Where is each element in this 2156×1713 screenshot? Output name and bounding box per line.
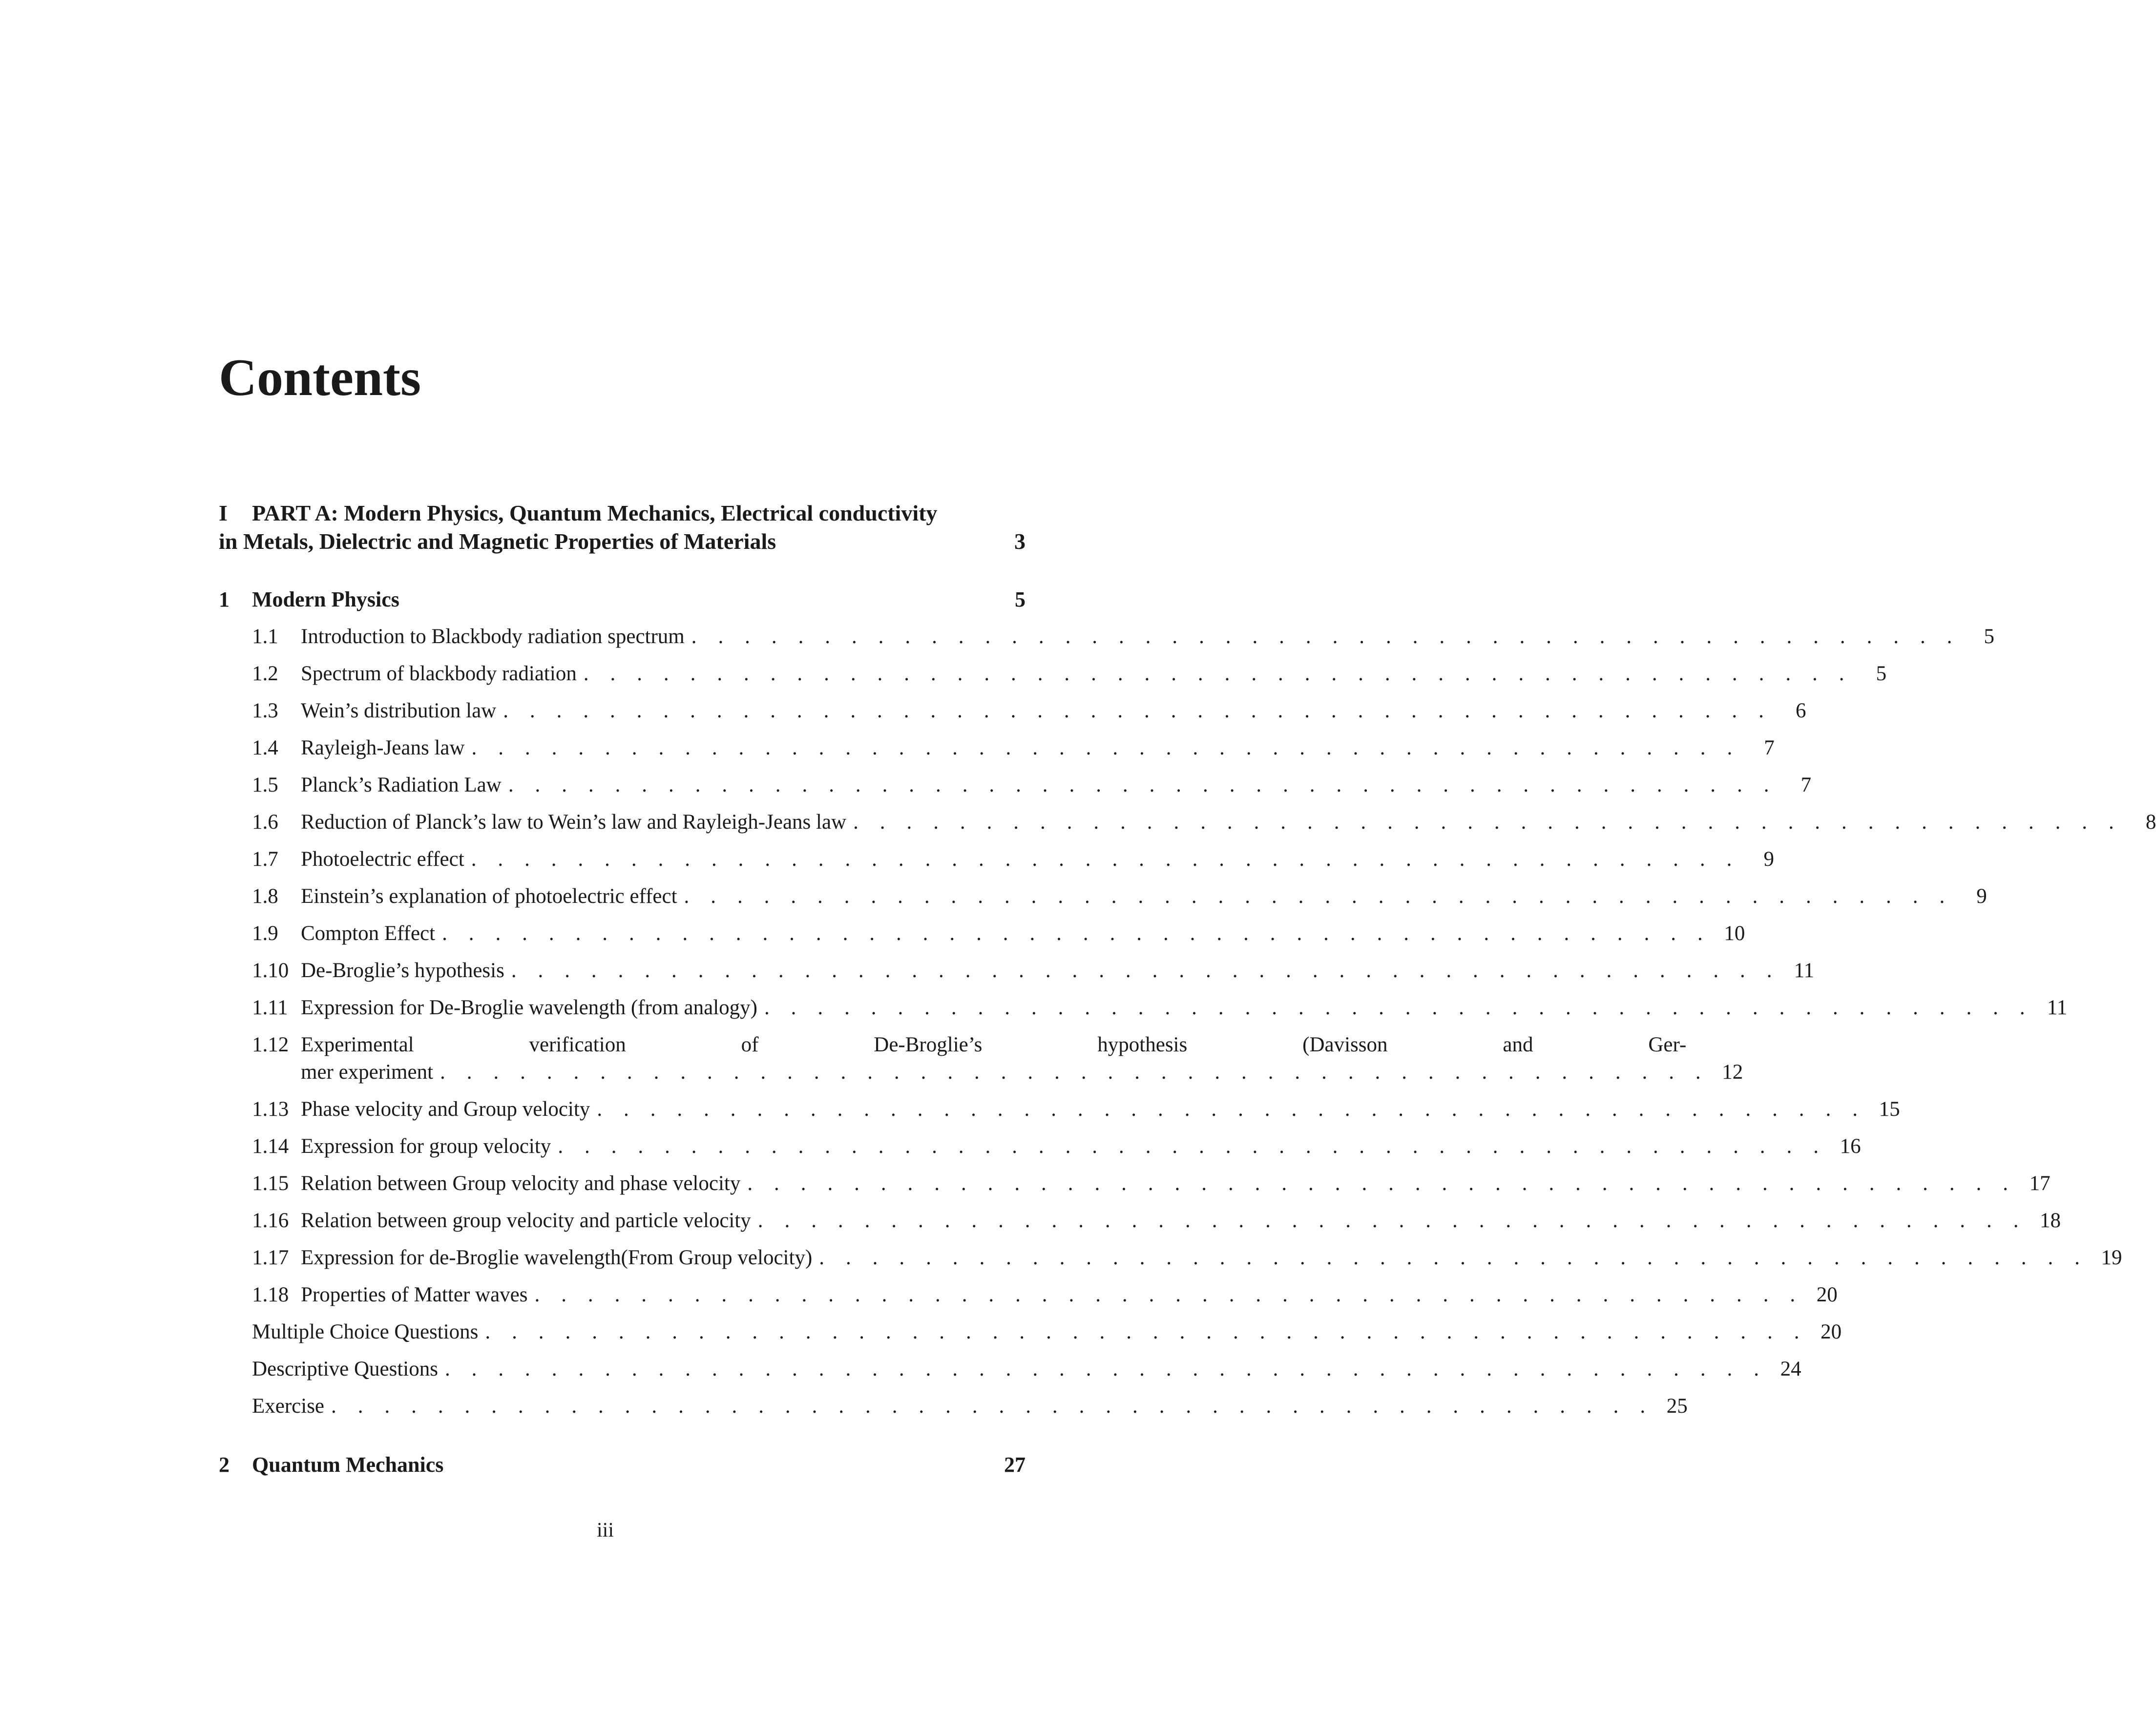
section-title: Photoelectric effect <box>301 848 464 871</box>
dot-leader: . . . . . . . . . . . . . . . . . . . . . . . . . . . . . . . . . . . . . . . . . . . . . . . . <box>503 699 1772 722</box>
chapter-entry-2 <box>219 1451 1026 1479</box>
section-page: 7 <box>1764 736 1775 759</box>
dot-leader: . . . . . . . . . . . . . . . . . . . . . . . . . . . . . . . . . . . . . . . . . . . . . . . . <box>819 1246 2088 1269</box>
toc-entry <box>252 1096 1900 1123</box>
toc-entry <box>252 1170 2051 1197</box>
section-title: Relation between Group velocity and phase velocity <box>301 1172 741 1195</box>
section-title: Reduction of Planck’s law to Wein’s law and Rayleigh-Jeans law <box>301 811 847 834</box>
section-title: Relation between group velocity and particle velocity <box>301 1209 751 1232</box>
dot-leader: . . . . . . . . . . . . . . . . . . . . . . . . . . . . . . . . . . . . . . . . . . . . . . . . . . <box>331 1395 1654 1418</box>
section-page: 9 <box>1976 885 1987 908</box>
section-number: 1.8 <box>252 885 278 908</box>
section-number: 1.10 <box>252 959 289 982</box>
section-page: 15 <box>1879 1098 1900 1121</box>
section-page: 16 <box>1840 1135 1861 1158</box>
chapter-entry-1 <box>219 586 1026 613</box>
part-page: 3 <box>1014 529 1026 554</box>
page-title: Contents <box>219 349 421 407</box>
toc-entry <box>252 1356 1801 1383</box>
section-title: Properties of Matter waves <box>301 1283 528 1306</box>
section-title: Expression for De-Broglie wavelength (from analogy) <box>301 996 757 1019</box>
toc-entry <box>252 1207 2061 1234</box>
section-number: 1.4 <box>252 736 278 759</box>
section-number: 1.1 <box>252 625 278 648</box>
dot-leader: . . . . . . . . . . . . . . . . . . . . . . . . . . . . . . . . . . . . . . . . . . . . . . . . <box>508 773 1778 796</box>
toc-entry <box>252 957 1815 984</box>
dot-leader: . . . . . . . . . . . . . . . . . . . . . . . . . . . . . . . . . . . . . . . . . . . . . . . . <box>442 922 1711 945</box>
section-number: 1.6 <box>252 811 278 834</box>
section-page: 20 <box>1816 1283 1838 1306</box>
dot-leader: . . . . . . . . . . . . . . . . . . . . . . . . . . . . . . . . . . . . . . . . . . . . . . . . <box>691 625 1961 648</box>
part-entry <box>219 499 1026 556</box>
section-title: Spectrum of blackbody radiation <box>301 662 577 685</box>
toc-entry <box>252 994 2068 1022</box>
extra-title: Multiple Choice Questions <box>252 1320 479 1343</box>
part-number: I <box>219 501 228 525</box>
toc-entry <box>252 623 1995 650</box>
section-title: Planck’s Radiation Law <box>301 773 502 796</box>
section-number: 1.7 <box>252 848 278 871</box>
toc-entry <box>252 846 1774 873</box>
section-title: Expression for group velocity <box>301 1135 551 1158</box>
section-page: 6 <box>1795 699 1806 722</box>
section-page: 17 <box>2029 1172 2051 1195</box>
dot-leader: . . . . . . . . . . . . . . . . . . . . . . . . . . . . . . . . . . . . . . . . . . . . . . . . <box>511 959 1780 982</box>
dot-leader: . . . . . . . . . . . . . . . . . . . . . . . . . . . . . . . . . . . . . . . . . . . . . . . . <box>583 662 1853 685</box>
dot-leader: . . . . . . . . . . . . . . . . . . . . . . . . . . . . . . . . . . . . . . . . . . . . . . . . <box>684 885 1953 908</box>
section-title: Experimental verification of De-Broglie’s hypothesis (Davisson and Ger- <box>301 1033 1687 1056</box>
page-number: iii <box>596 1519 614 1542</box>
toc-entry <box>252 920 1745 947</box>
section-title: Expression for de-Broglie wavelength(From Group velocity) <box>301 1246 813 1269</box>
toc-entry <box>252 1393 1688 1420</box>
section-number: 1.16 <box>252 1209 289 1232</box>
dot-leader: . . . . . . . . . . . . . . . . . . . . . . . . . . . . . . . . . . . . . . . . . . . . . . . . <box>558 1135 1827 1158</box>
dot-leader: . . . . . . . . . . . . . . . . . . . . . . . . . . . . . . . . . . . . . . . . . . . . . . . . <box>757 1209 2027 1232</box>
extra-page: 25 <box>1666 1395 1688 1418</box>
chapter-number: 2 <box>219 1453 230 1477</box>
section-page: 5 <box>1984 625 1995 648</box>
dot-leader: . . . . . . . . . . . . . . . . . . . . . . . . . . . . . . . . . . . . . . . . . . . . . . . . <box>534 1283 1803 1306</box>
section-number: 1.12 <box>252 1033 289 1056</box>
section-number: 1.15 <box>252 1172 289 1195</box>
extra-title: Exercise <box>252 1395 325 1418</box>
part-title-line-2: in Metals, Dielectric and Magnetic Properties of Materials <box>219 529 776 554</box>
section-number: 1.11 <box>252 996 288 1019</box>
section-number: 1.18 <box>252 1283 289 1306</box>
extra-page: 24 <box>1780 1358 1801 1380</box>
dot-leader: . . . . . . . . . . . . . . . . . . . . . . . . . . . . . . . . . . . . . . . . . . . . . . . . <box>764 996 2033 1019</box>
toc-entry <box>252 1281 1838 1309</box>
toc-entry <box>252 734 1775 762</box>
dot-leader: . . . . . . . . . . . . . . . . . . . . . . . . . . . . . . . . . . . . . . . . . . . . . . . . <box>747 1172 2016 1195</box>
dot-leader: . . . . . . . . . . . . . . . . . . . . . . . . . . . . . . . . . . . . . . . . . . . . . . . . <box>853 811 2122 834</box>
section-number: 1.5 <box>252 773 278 796</box>
chapter-title: Quantum Mechanics <box>252 1453 444 1477</box>
chapter-title: Modern Physics <box>252 587 399 611</box>
section-page: 8 <box>2145 811 2156 834</box>
extra-page: 20 <box>1821 1320 1842 1343</box>
toc-entry <box>252 697 1806 725</box>
toc-entry <box>252 883 1987 910</box>
section-page: 11 <box>2047 996 2068 1019</box>
dot-leader: . . . . . . . . . . . . . . . . . . . . . . . . . . . . . . . . . . . . . . . . . . . . . . . . <box>597 1098 1866 1121</box>
toc-entry <box>252 660 1887 688</box>
section-title-continued: mer experiment <box>301 1061 434 1084</box>
section-page: 18 <box>2040 1209 2061 1232</box>
extra-title: Descriptive Questions <box>252 1358 438 1380</box>
toc-entry <box>252 1133 1861 1160</box>
section-title: De-Broglie’s hypothesis <box>301 959 504 982</box>
dot-leader: . . . . . . . . . . . . . . . . . . . . . . . . . . . . . . . . . . . . . . . . . . . . . . . . <box>471 848 1740 871</box>
section-title: Compton Effect <box>301 922 436 945</box>
section-title-continued-row <box>301 1059 1743 1086</box>
section-number: 1.14 <box>252 1135 289 1158</box>
section-title: Introduction to Blackbody radiation spectrum <box>301 625 685 648</box>
chapter-page: 27 <box>1004 1453 1026 1477</box>
chapter-number: 1 <box>219 587 230 611</box>
section-page: 5 <box>1876 662 1887 685</box>
toc-entry <box>252 1031 1743 1086</box>
section-title: Rayleigh-Jeans law <box>301 736 465 759</box>
section-title: Phase velocity and Group velocity <box>301 1098 590 1121</box>
section-page: 7 <box>1800 773 1812 796</box>
section-page: 12 <box>1722 1061 1743 1084</box>
dot-leader: . . . . . . . . . . . . . . . . . . . . . . . . . . . . . . . . . . . . . . . . . . . . . . . . . . <box>485 1320 1808 1343</box>
section-number: 1.17 <box>252 1246 289 1269</box>
section-number: 1.2 <box>252 662 278 685</box>
dot-leader: . . . . . . . . . . . . . . . . . . . . . . . . . . . . . . . . . . . . . . . . . . . . . . . . <box>471 736 1740 759</box>
section-number: 1.9 <box>252 922 278 945</box>
section-page: 10 <box>1724 922 1745 945</box>
toc-entry <box>252 772 1812 799</box>
chapter-page: 5 <box>1015 587 1026 611</box>
part-line-1 <box>219 499 1026 527</box>
section-page: 11 <box>1794 959 1815 982</box>
section-title: Wein’s distribution law <box>301 699 497 722</box>
dot-leader: . . . . . . . . . . . . . . . . . . . . . . . . . . . . . . . . . . . . . . . . . . . . . . . . . . <box>444 1358 1767 1380</box>
part-title-line-1: PART A: Modern Physics, Quantum Mechanics, Electrical conductivity <box>252 501 938 525</box>
dot-leader: . . . . . . . . . . . . . . . . . . . . . . . . . . . . . . . . . . . . . . . . . . . . . . . . <box>440 1061 1709 1084</box>
toc-entry <box>252 1318 1842 1346</box>
toc-entry <box>252 809 2156 836</box>
section-title: Einstein’s explanation of photoelectric effect <box>301 885 677 908</box>
section-page: 9 <box>1763 848 1774 871</box>
section-number: 1.13 <box>252 1098 289 1121</box>
section-number: 1.3 <box>252 699 278 722</box>
toc-entry <box>252 1244 2122 1272</box>
section-page: 19 <box>2101 1246 2122 1269</box>
wrapped-title <box>301 1031 1743 1086</box>
